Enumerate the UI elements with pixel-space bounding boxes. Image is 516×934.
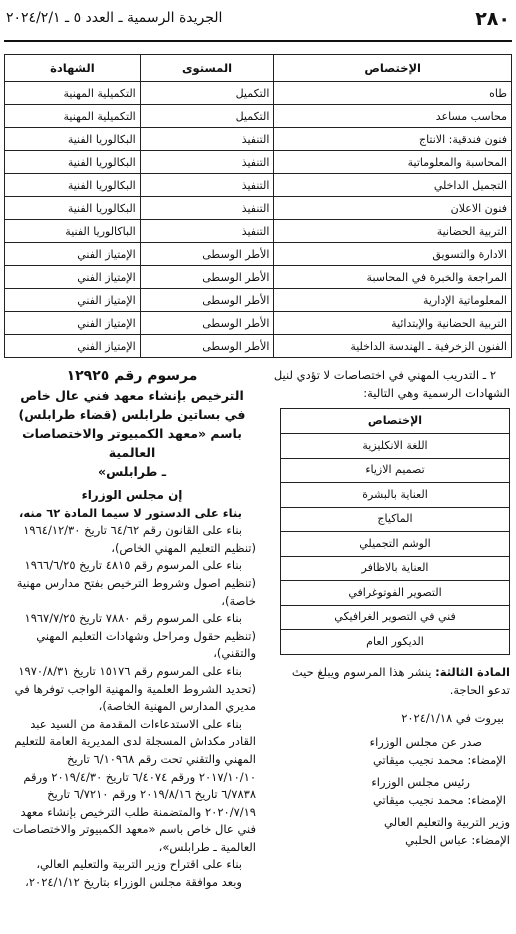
- table-row: [5, 151, 512, 174]
- certificate-cell: البكالوريا الفنية: [5, 174, 141, 197]
- certificate-cell: الإمتياز الفني: [5, 266, 141, 289]
- table-row: [5, 243, 512, 266]
- level-cell: التنفيذ: [140, 220, 274, 243]
- decree-title: مرسوم رقم ١٢٩٢٥: [66, 368, 198, 384]
- signature-line: الإمضاء: محمد نجيب ميقاتي: [372, 752, 506, 767]
- specialty-cell: تصميم الازياء: [281, 458, 510, 483]
- specialty-cell: الماكياج: [281, 507, 510, 532]
- column-header-certificate: الشهادة: [5, 55, 141, 82]
- left-column: [8, 366, 256, 892]
- place-date: بيروت في ٢٠٢٤/١/١٨: [401, 710, 504, 725]
- signature-line: صدر عن مجلس الوزراء: [369, 734, 482, 749]
- specialty-cell: العناية بالبشرة: [281, 483, 510, 508]
- article-3-text: ينشر هذا المرسوم ويبلغ حيث تدعو الحاجة.: [291, 664, 510, 697]
- certificate-cell: التكميلية المهنية: [5, 105, 141, 128]
- specialty-cell: التصوير الفوتوغرافي: [281, 581, 510, 606]
- table-row: [281, 605, 510, 630]
- level-cell: التكميل: [140, 82, 274, 105]
- table-row: [281, 532, 510, 557]
- table-row: [281, 556, 510, 581]
- right-column: [270, 366, 510, 849]
- header-divider: [4, 40, 512, 42]
- table-row: [281, 458, 510, 483]
- gazette-title: الجريدة الرسمية ـ العدد ٥ ـ ٢٠٢٤/٢/١: [6, 10, 223, 26]
- specialty-cell: الادارة والتسويق: [274, 243, 512, 266]
- table-row: [5, 335, 512, 358]
- signature-line: الإمضاء: محمد نجيب ميقاتي: [372, 792, 506, 807]
- level-cell: الأطر الوسطى: [140, 312, 274, 335]
- non-certificate-specialties-table: [280, 408, 510, 655]
- table-row: [5, 289, 512, 312]
- preamble-clause: بناء على القانون رقم ٦٤/٦٢ تاريخ ١٩٦٤/١٢/٣٠ (تنظيم التعليم المهني الخاص)،: [23, 523, 256, 555]
- table-row: [281, 630, 510, 655]
- preamble-clause: وبعد موافقة مجلس الوزراء بتاريخ ٢٠٢٤/١/١٢،: [25, 875, 242, 890]
- decree-subtitle-line: باسم «معهد الكمبيوتر والاختصاصات العالمية: [22, 426, 242, 460]
- specialty-cell: فنون الاعلان: [274, 197, 512, 220]
- certificate-cell: الإمتياز الفني: [5, 335, 141, 358]
- table-row: [5, 312, 512, 335]
- page-number: ٢٨٠: [475, 8, 510, 30]
- decree-subtitle-line: الترخيص بإنشاء معهد فني عال خاص: [20, 388, 244, 403]
- specialty-cell: العناية بالاظافر: [281, 556, 510, 581]
- signature-line: الإمضاء: عباس الحلبي: [405, 832, 510, 847]
- specialty-cell: فنون فندقية: الانتاج: [274, 128, 512, 151]
- certificate-cell: الإمتياز الفني: [5, 289, 141, 312]
- certificate-cell: البكالوريا الفنية: [5, 197, 141, 220]
- preamble-clause: بناء على المرسوم رقم ٧٨٨٠ تاريخ ١٩٦٧/٧/٢٥ (تنظيم حقول ومراحل وشهادات التعليم المهني والتقني)،: [24, 611, 256, 661]
- specialty-cell: محاسب مساعد: [274, 105, 512, 128]
- table-row: [5, 197, 512, 220]
- decree-subtitle-line: ـ طرابلس»: [98, 464, 166, 479]
- page-header: [4, 8, 512, 34]
- table-header-row: [281, 409, 510, 434]
- specialty-cell: فني في التصوير الغرافيكي: [281, 605, 510, 630]
- level-cell: الأطر الوسطى: [140, 243, 274, 266]
- table-row: [281, 483, 510, 508]
- table-row: [281, 507, 510, 532]
- level-cell: التكميل: [140, 105, 274, 128]
- specialties-table: [4, 54, 512, 358]
- table-row: [5, 82, 512, 105]
- table-row: [281, 581, 510, 606]
- specialty-cell: التربية الحضانية: [274, 220, 512, 243]
- decree-subtitle-line: في بساتين طرابلس (قضاء طرابلس): [18, 407, 246, 422]
- preamble-clause: بناء على اقتراح وزير التربية والتعليم العالي،: [36, 857, 242, 872]
- preamble-clause: بناء على الدستور لا سيما المادة ٦٢ منه،: [19, 505, 242, 520]
- table-row: [5, 105, 512, 128]
- level-cell: التنفيذ: [140, 174, 274, 197]
- level-cell: التنفيذ: [140, 197, 274, 220]
- certificate-cell: البكالوريا الفنية: [5, 128, 141, 151]
- specialty-cell: اللغة الانكليزية: [281, 434, 510, 459]
- specialty-cell: الوشم التجميلي: [281, 532, 510, 557]
- preamble-clause: بناء على المرسوم رقم ١٥١٧٦ تاريخ ١٩٧٠/٨/٣١ (تحديد الشروط العلمية والمهنية الواجب توفرها في مديري المدارس المهنية الخاصة)،: [14, 663, 256, 714]
- article-2-intro: ٢ ـ التدريب المهني في اختصاصات لا تؤدي لنيل الشهادات الرسمية وهي التالية:: [273, 368, 510, 400]
- table-row: [5, 174, 512, 197]
- certificate-cell: الإمتياز الفني: [5, 243, 141, 266]
- certificate-cell: التكميلية المهنية: [5, 82, 141, 105]
- article-3-label: المادة الثالثة:: [435, 664, 510, 679]
- column-header-level: المستوى: [140, 55, 274, 82]
- column-header-specialty: الإختصاص: [281, 409, 510, 434]
- certificate-cell: الإمتياز الفني: [5, 312, 141, 335]
- table-row: [5, 220, 512, 243]
- table-row: [281, 434, 510, 459]
- level-cell: التنفيذ: [140, 151, 274, 174]
- specialty-cell: المحاسبة والمعلوماتية: [274, 151, 512, 174]
- table-row: [5, 128, 512, 151]
- certificate-cell: البكالوريا الفنية: [5, 151, 141, 174]
- specialty-cell: الفنون الزخرفية ـ الهندسة الداخلية: [274, 335, 512, 358]
- specialty-cell: المعلوماتية الإدارية: [274, 289, 512, 312]
- article-3: [270, 663, 510, 699]
- signature-line: رئيس مجلس الوزراء: [371, 774, 470, 789]
- table-row: [5, 266, 512, 289]
- table-header-row: [5, 55, 512, 82]
- specialty-cell: طاه: [274, 82, 512, 105]
- specialty-cell: التجميل الداخلي: [274, 174, 512, 197]
- level-cell: الأطر الوسطى: [140, 266, 274, 289]
- specialty-cell: المراجعة والخبرة في المحاسبة: [274, 266, 512, 289]
- preamble-clause: بناء على الاستدعاءات المقدمة من السيد عبد القادر مكداش المسجلة لدى المديرية العامة للتعليم المهني والتقني تحت رقم ٦/١٠٩٦٨ تاريخ ٢٠١٧/١٠/١٠ ورقم ٦/٤٠٧٤ تاريخ ٢٠١٩/٤/٣٠ ورقم ٦/٧٨٣٨ تاريخ ٢٠١٩/٨/١٦ ورقم ٦/٧٢١٠ تاريخ ٢٠٢٠/٧/١٩ والمتضمنة طلب الترخيص بإنشاء معهد فني عال خاص باسم «معهد الكمبيوتر والاختصاصات العالمية ـ طرابلس»،: [12, 716, 256, 854]
- certificate-cell: الباكالوريا الفنية: [5, 220, 141, 243]
- preamble-clause: بناء على المرسوم رقم ٤٨١٥ تاريخ ١٩٦٦/٦/٢٥ (تنظيم اصول وشروط الترخيص بفتح مدارس مهنية خاصة)،: [16, 558, 256, 608]
- specialty-cell: التربية الحضانية والإبتدائية: [274, 312, 512, 335]
- specialty-cell: الديكور العام: [281, 630, 510, 655]
- column-header-specialty: الإختصاص: [274, 55, 512, 82]
- level-cell: الأطر الوسطى: [140, 335, 274, 358]
- council-heading: إن مجلس الوزراء: [81, 488, 183, 502]
- level-cell: التنفيذ: [140, 128, 274, 151]
- level-cell: الأطر الوسطى: [140, 289, 274, 312]
- signature-line: وزير التربية والتعليم العالي: [383, 814, 510, 829]
